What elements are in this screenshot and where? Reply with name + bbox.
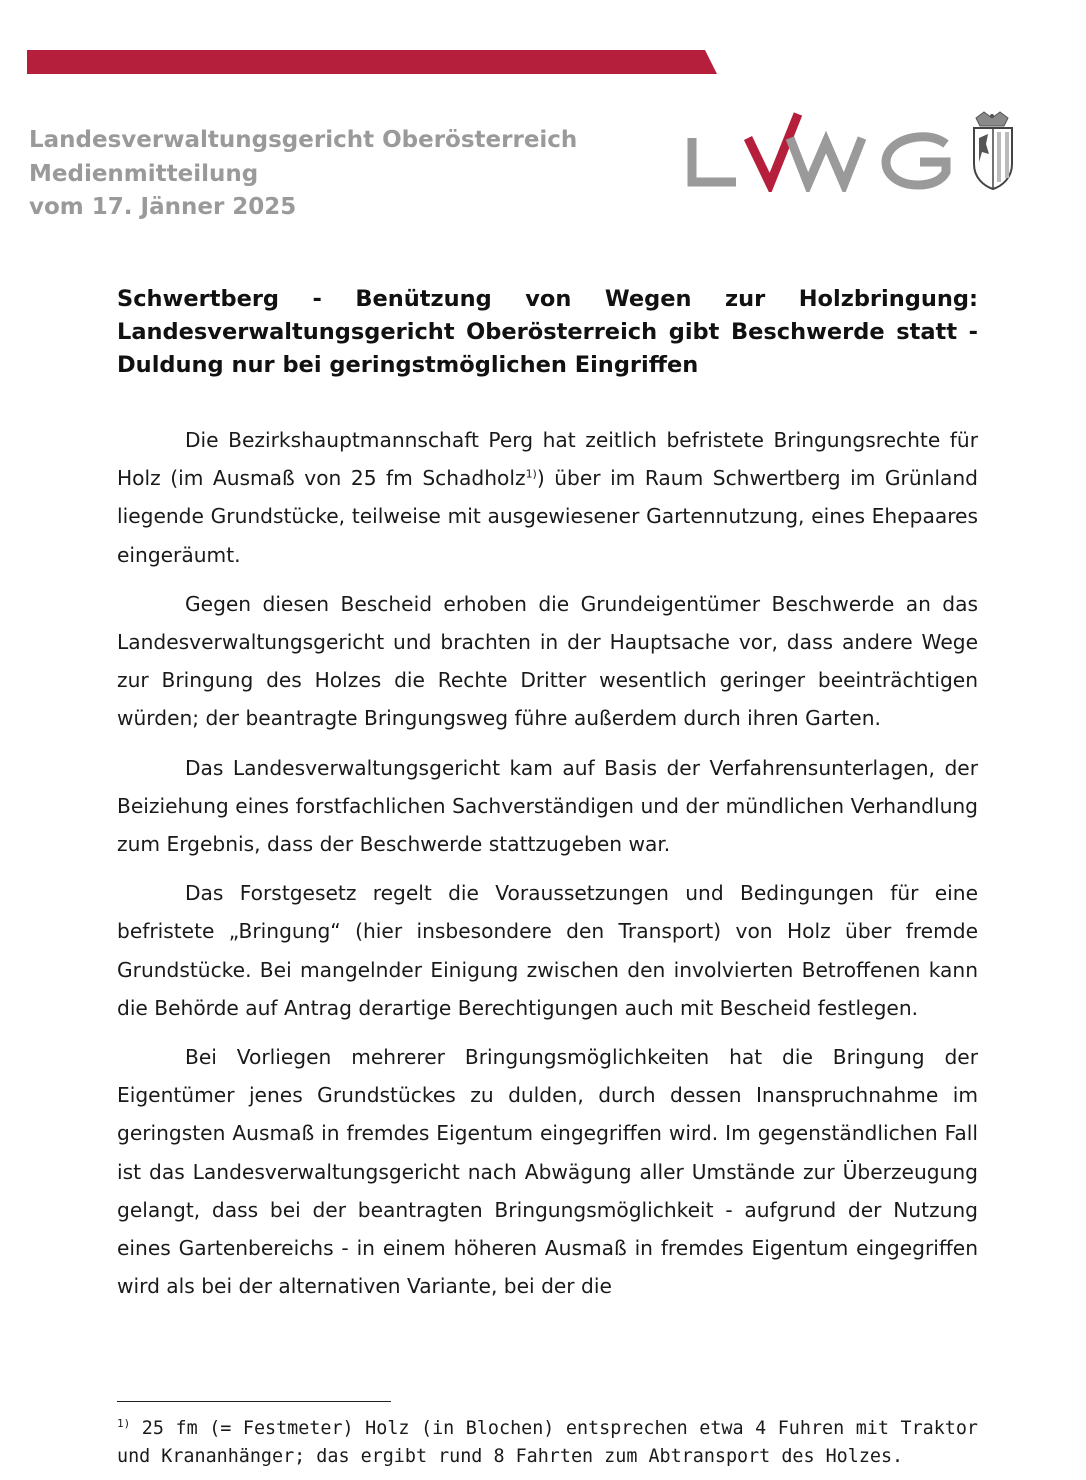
document-date: vom 17. Jänner 2025: [29, 194, 297, 220]
footnote-marker: 1): [117, 1416, 131, 1430]
paragraph: Das Landesverwaltungsgericht kam auf Basis der Verfahrensunterlagen, der Beiziehung eines forstfachlichen Sachverständigen und der mündlichen Verhandlung zum Ergebnis, dass der Beschwerde stattzugeben war.: [117, 755, 978, 857]
paragraph: [117, 421, 978, 574]
article-body: [117, 421, 978, 1316]
paragraph: Gegen diesen Bescheid erhoben die Grundeigentümer Beschwerde an das Landesverwaltungsgericht und brachten in der Hauptsache vor, dass andere Wege zur Bringung des Holzes die Rechte Dritter wesentlich geringer beeinträchtigen würden; der beantragte Bringungsweg führe außerdem durch ihren Garten.: [117, 591, 978, 731]
paragraph-text: ) über im Raum Schwertberg im Grünland liegende Grundstücke, teilweise mit ausgewiesener Gartennutzung, eines Ehepaares eingeräumt.: [117, 466, 978, 567]
document-header: [29, 124, 577, 225]
document-type: Medienmitteilung: [29, 160, 259, 187]
logo-letter-l: [692, 138, 736, 182]
logo-letter-g: [886, 137, 946, 185]
shield-icon: [974, 112, 1012, 189]
footnote-reference: 1): [525, 467, 537, 481]
paragraph: Das Forstgesetz regelt die Voraussetzungen und Bedingungen für eine befristete „Bringung“ (hier insbesondere den Transport) von Holz über fremde Grundstücke. Bei mangelnder Einigung zwischen den involvierten Betroffenen kann die Behörde auf Antrag derartige Berechtigungen auch mit Bescheid festlegen.: [117, 881, 978, 1020]
court-name: Landesverwaltungsgericht Oberösterreich: [29, 127, 578, 153]
footnote: [117, 1415, 978, 1471]
header-accent-bar: [27, 50, 717, 74]
lvwg-logo: [686, 108, 1016, 192]
press-release-title: Schwertberg - Benützung von Wegen zur Holzbringung: Landesverwaltungsgericht Oberösterreich gibt Beschwerde statt - Duldung nur bei geringstmöglichen Eingriffen: [117, 286, 978, 378]
paragraph-text: Die Bezirkshauptmannschaft Perg hat zeitlich befristete Bringungsrechte für Holz (im Ausmaß von 25 fm Schadholz: [117, 428, 978, 491]
paragraph: Bei Vorliegen mehrerer Bringungsmöglichkeiten hat die Bringung der Eigentümer jenes Grundstückes zu dulden, durch dessen Inanspruchnahme im geringsten Ausmaß in fremdes Eigentum eingegriffen wird. Im gegenständlichen Fall ist das Landesverwaltungsgericht nach Abwägung aller Umstände zur Überzeugung gelangt, dass bei der beantragten Bringungsmöglichkeit - aufgrund der Nutzung eines Gartenbereichs - in einem höheren Ausmaß in fremdes Eigentum eingegriffen wird als bei der alternativen Variante, bei der die: [117, 1045, 978, 1299]
footnote-divider: [117, 1401, 391, 1402]
logo-letter-w: [790, 138, 862, 184]
footnote-text: 25 fm (= Festmeter) Holz (in Blochen) entsprechen etwa 4 Fuhren mit Traktor und Krananhänger; das ergibt rund 8 Fahrten zum Abtransport des Holzes.: [117, 1418, 978, 1467]
